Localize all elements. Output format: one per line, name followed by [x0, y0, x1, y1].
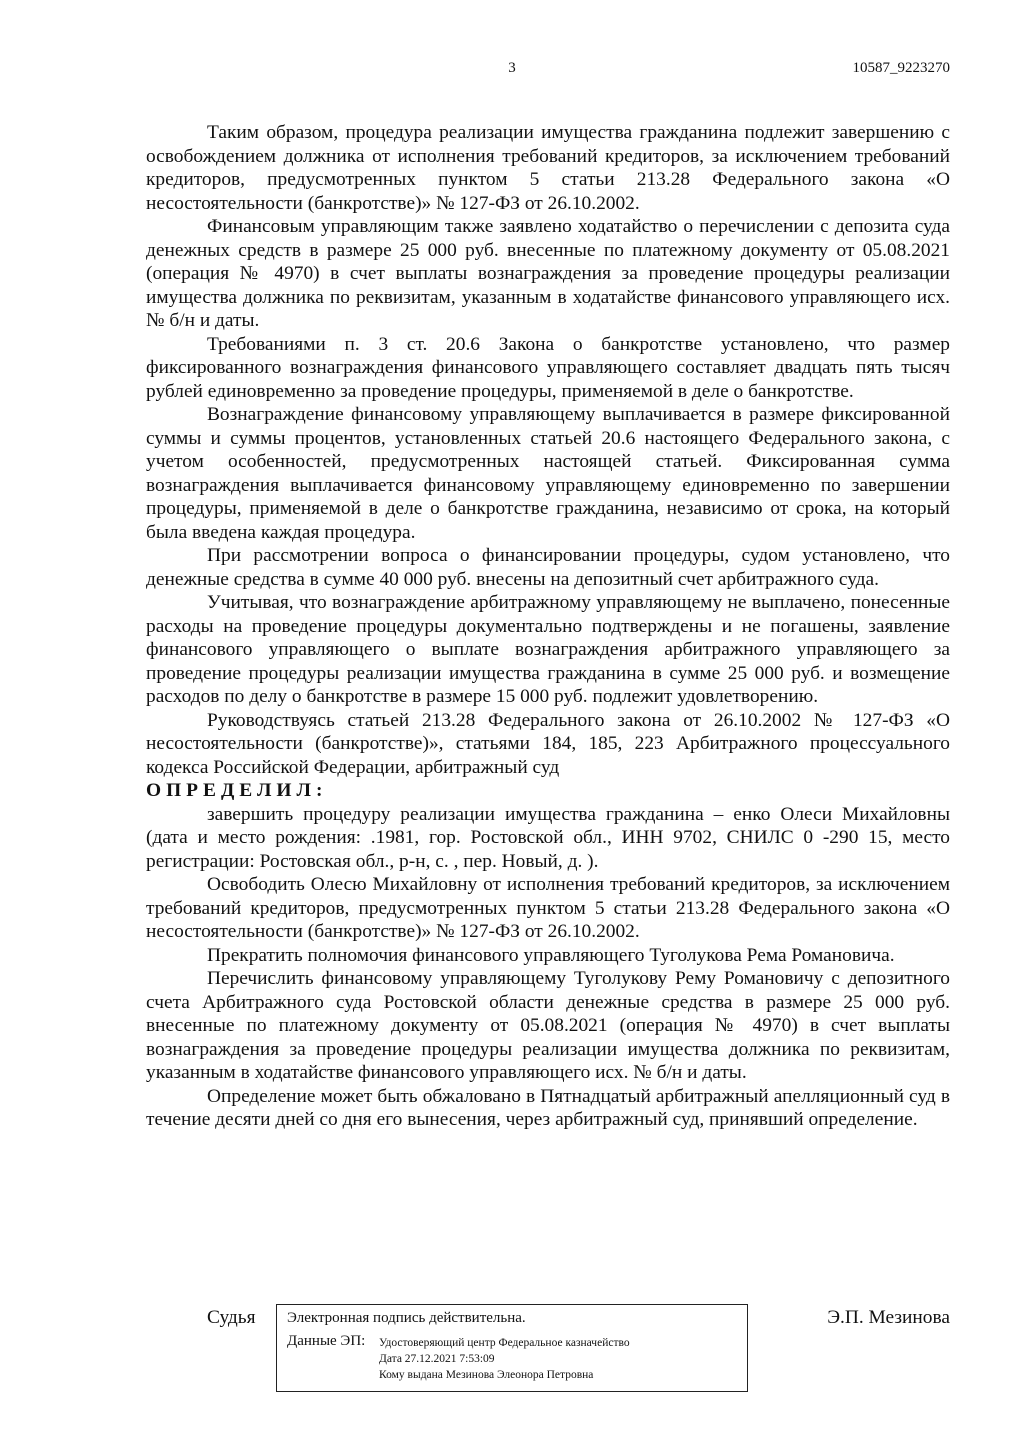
paragraph: Вознаграждение финансовому управляющему выплачивается в размере фиксированной суммы и суммы процентов, установленных статьей 20.6 настоящего Федерального закона, с учетом особенностей, предусмотренных настоящей статьей. Фиксированная сумма вознаграждения выплачивается финансовому управляющему единовременно по завершении процедуры, применяемой в деле о банкротстве гражданина, независимо от срока, на который была введена каждая процедура. [146, 404, 950, 543]
electronic-signature-stamp [276, 1304, 748, 1392]
paragraph: Требованиями п. 3 ст. 20.6 Закона о банкротстве установлено, что размер фиксированного вознаграждения финансового управляющего составляет двадцать пять тысяч рублей единовременно за проведение процедуры, применяемой в деле о банкротстве. [146, 333, 950, 402]
paragraph: При рассмотрении вопроса о финансировании процедуры, судом установлено, что денежные средства в сумме 40 000 руб. внесены на депозитный счет арбитражного суда. [146, 545, 950, 590]
esign-details [379, 1333, 630, 1383]
case-number: 10587_9223270 [852, 60, 950, 76]
esign-valid-text: Электронная подпись действительна. [287, 1310, 526, 1326]
decision-paragraph: Прекратить полномочия финансового управляющего Туголукова Рема Романовича. [207, 944, 895, 966]
paragraph: Финансовым управляющим также заявлено ходатайство о перечислении с депозита суда денежных средств в размере 25 000 руб. внесенные по платежному документу от 05.08.2021 (операция № 4970) в счет выплаты вознаграждения за проведение процедуры реализации имущества должника по реквизитам, указанным в ходатайстве финансового управляющего исх.№ б/н и даты. [146, 216, 950, 331]
document-body [146, 121, 950, 1132]
page-number: 3 [508, 60, 516, 76]
signature-block [146, 1304, 950, 1404]
paragraph: Руководствуясь статьей 213.28 Федерального закона от 26.10.2002 № 127-ФЗ «О несостоятельности (банкротстве)», статьями 184, 185, 223 Арбитражного процессуального кодекса Российской Федерации, арбитражный суд [146, 709, 950, 778]
decision-heading: ОПРЕДЕЛИЛ: [146, 780, 328, 801]
judge-name: Э.П. Мезинова [827, 1307, 950, 1328]
esign-issuer: Удостоверяющий центр Федеральное казначейство [379, 1337, 630, 1349]
judge-label: Судья [207, 1307, 256, 1328]
decision-paragraph: Определение может быть обжаловано в Пятнадцатый арбитражный апелляционный суд в течение десяти дней со дня его вынесения, через арбитражный суд, принявший определение. [146, 1085, 950, 1130]
esign-date: Дата 27.12.2021 7:53:09 [379, 1353, 495, 1365]
decision-paragraph: Освободить Олесю Михайловну от исполнения требований кредиторов, за исключением требований кредиторов, предусмотренных пунктом 5 статьи 213.28 Федерального закона «О несостоятельности (банкротстве)» № 127-ФЗ от 26.10.2002. [146, 874, 950, 942]
decision-paragraph: Перечислить финансовому управляющему Туголукову Рему Романовичу с депозитного счета Арбитражного суда Ростовской области денежные средства в размере 25 000 руб. внесенные по платежному документу от 05.08.2021 (операция № 4970) в счет выплаты вознаграждения за проведение процедуры реализации имущества должника по реквизитам, указанным в ходатайстве финансового управляющего исх. № б/н и даты. [146, 968, 950, 1083]
esign-data-label: Данные ЭП: [287, 1333, 366, 1349]
paragraph: Учитывая, что вознаграждение арбитражному управляющему не выплачено, понесенные расходы на проведение процедуры документально подтверждены и не погашены, заявление финансового управляющего о выплате вознаграждения арбитражного управляющего за проведение процедуры реализации имущества гражданина в сумме 25 000 руб. и возмещение расходов по делу о банкротстве в размере 15 000 руб. подлежит удовлетворению. [146, 592, 950, 707]
decision-paragraph: завершить процедуру реализации имущества гражданина – енко Олеси Михайловны (дата и место рождения: .1981, гор. Ростовской обл., ИНН 9702, СНИЛС 0 -290 15, место регистрации: Ростовская обл., р-н, с. , пер. Новый, д. ). [146, 803, 950, 872]
paragraph: Таким образом, процедура реализации имущества гражданина подлежит завершению с освобождением должника от исполнения требований кредиторов, за исключением требований кредиторов, предусмотренных пунктом 5 статьи 213.28 Федерального закона «О несостоятельности (банкротстве)» № 127-ФЗ от 26.10.2002. [146, 122, 950, 214]
esign-issued-to: Кому выдана Мезинова Элеонора Петровна [379, 1369, 594, 1381]
esign-data-row [287, 1333, 737, 1383]
